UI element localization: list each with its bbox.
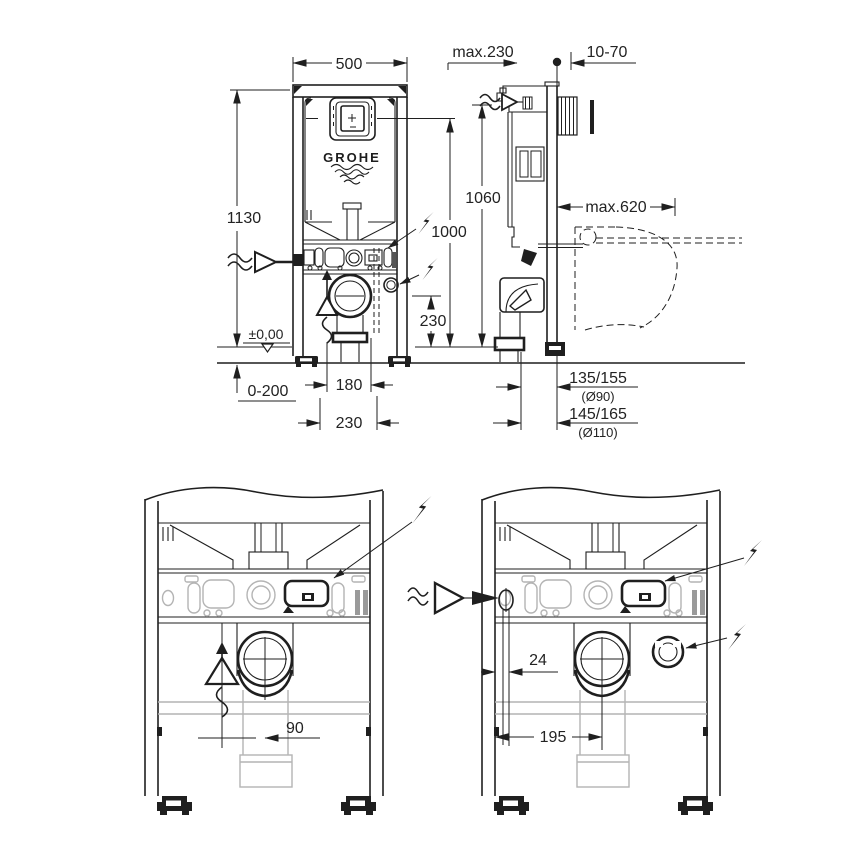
dim-offset-90-group [198,720,320,746]
reference-dot-icon [553,58,561,66]
dim-floor-adjust: 0-200 [247,383,289,400]
dim-wall-thickness: 10-70 [586,44,628,61]
flush-plate [306,98,375,140]
grohe-waves-icon [331,165,373,185]
dim-frame-width: 500 [335,56,363,73]
bottom-right-view [408,488,762,815]
power-socket-icon [653,637,683,667]
water-inlet-point [499,588,513,745]
dim-offset-24: 24 [529,652,547,669]
side-view [448,44,742,440]
brand-text: GROHE [323,150,381,165]
front-components [293,240,397,274]
front-dimensions [217,56,745,432]
water-supply-arrow-icon [480,94,523,110]
water-supply-arrow-icon [228,252,293,272]
dim-outlet-90: 135/155 [569,370,627,387]
dim-outlet-90-dia: (Ø90) [581,389,615,404]
toilet-bowl-outline [575,227,742,330]
wall-plate [558,97,577,135]
power-bolt-icon [400,258,438,284]
dim-supply-height: 1060 [465,190,501,207]
dim-frame-height: 1130 [226,210,262,227]
bottom-left-view [145,488,431,815]
dim-offset-90: 90 [286,720,304,737]
dim-bowl-depth: max.620 [585,199,647,216]
power-bolt-icon [665,540,762,581]
frame-lower-section [145,488,383,815]
dim-outlet-110-dia: (Ø110) [578,425,618,440]
front-left-foot [295,356,318,367]
wall-finish-line [590,100,594,134]
dim-offset-195: 195 [539,729,567,746]
front-drain [329,248,398,362]
power-bolt-icon [686,624,746,650]
floor-level-label: ±0,00 [248,326,284,342]
wall-section [553,58,594,135]
frame-lower-section [482,488,720,815]
dim-max-depth: max.230 [452,44,514,61]
dim-offset-195-group [495,690,602,750]
water-supply-arrow-icon [408,583,499,613]
dim-outlet-110: 145/165 [569,406,627,423]
level-symbol-icon [262,344,273,352]
dim-outlet-height: 230 [419,313,447,330]
front-view [217,56,745,432]
front-right-foot [388,356,411,367]
grohe-logo [323,150,381,184]
dim-offset-180: 180 [335,377,363,394]
dim-actuation-height: 1000 [431,224,467,241]
front-frame [293,85,407,356]
dim-offset-24-group [481,652,558,682]
dim-offset-230: 230 [335,415,363,432]
